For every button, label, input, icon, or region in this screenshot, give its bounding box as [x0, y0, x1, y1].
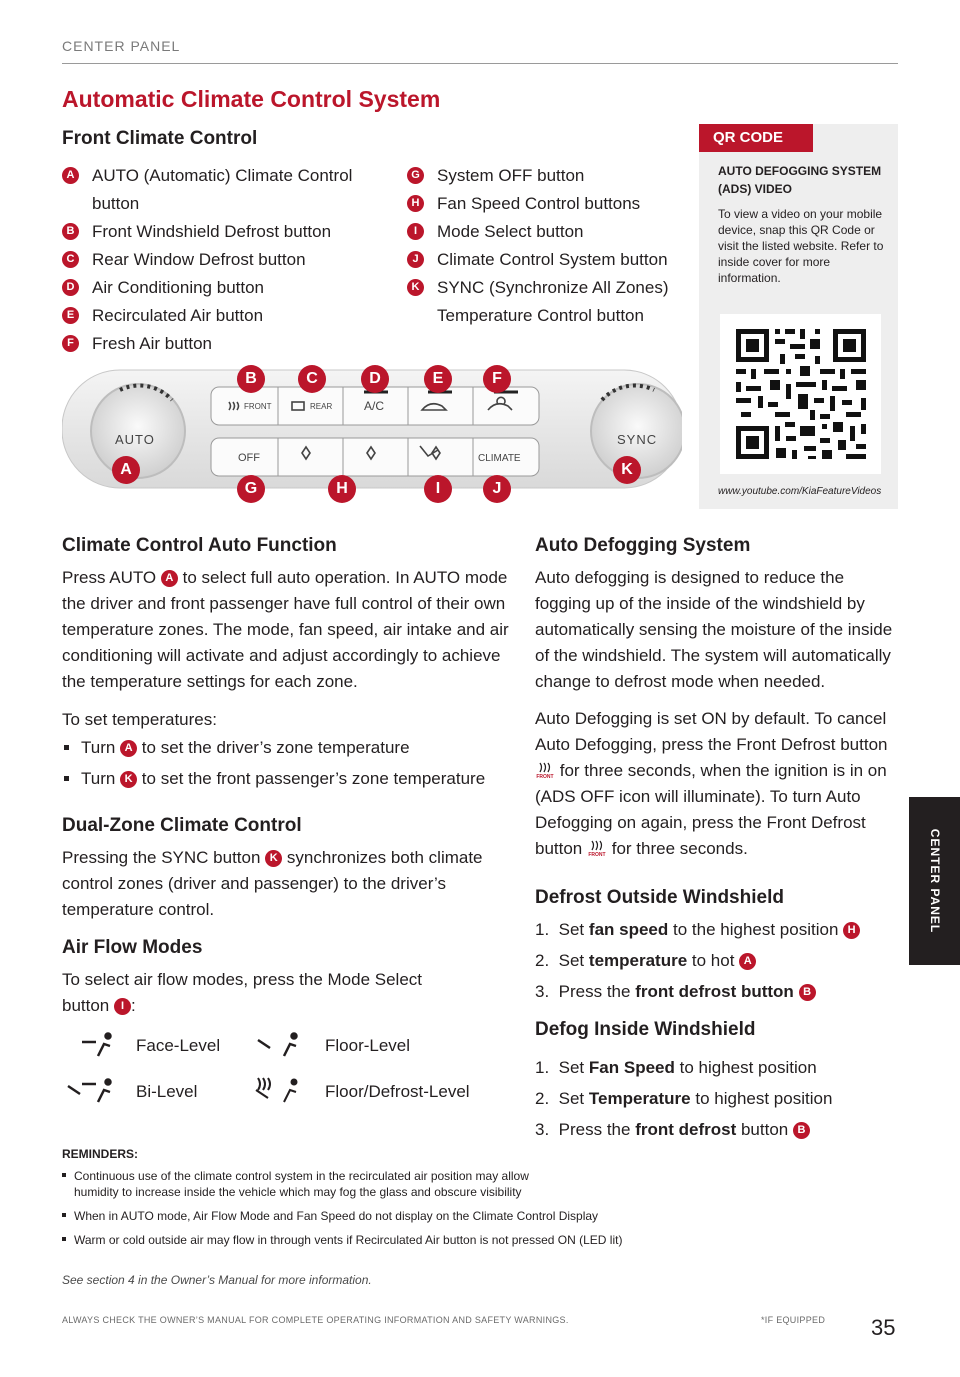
defog-inside-heading: Defog Inside Windshield	[535, 1019, 756, 1040]
callout-i: I	[424, 475, 452, 503]
text-run: To select air flow modes, press the Mode Select button	[62, 970, 422, 1015]
text-run: to select full auto operation. In AUTO mode the driver and front passenger have full control of their own temperature zones. The mode, fan speed, air intake and air conditioning will activate and adjust accordingly to achieve the temperature settings for each zone.	[62, 568, 509, 691]
text-run: Press the	[558, 982, 631, 1001]
list-item-text: Air Conditioning button	[92, 278, 265, 297]
callout-badge: B	[793, 1122, 810, 1139]
side-tab[interactable]	[909, 797, 960, 965]
text-run: Fan Speed	[588, 1058, 675, 1077]
text-run: Auto Defogging is set ON by default. To cancel Auto Defogging, press the Front Defrost button	[535, 709, 888, 754]
floor-level-icon	[256, 1030, 304, 1060]
callout-badge: K	[407, 279, 424, 296]
auto-knob-label[interactable]: AUTO	[115, 432, 155, 447]
callout-b: B	[237, 365, 265, 393]
callout-badge: H	[843, 922, 860, 939]
list-item: Warm or cold outside air may flow in through vents if Recirculated Air button is not pressed ON (LED lit)	[62, 1232, 742, 1248]
callout-badge: A	[739, 953, 756, 970]
list-item	[407, 190, 692, 218]
qr-code-icon	[720, 314, 881, 474]
callout-d: D	[361, 365, 389, 393]
text-run: to set the driver’s zone temperature	[141, 738, 410, 757]
list-item-text: Front Windshield Defrost button	[92, 222, 332, 241]
qr-description: To view a video on your mobile device, snap this QR Code or visit the listed website. Refer to inside cover for more information.	[718, 207, 884, 285]
list-item-text: SYNC (Synchronize All Zones) Temperature Control button	[437, 278, 669, 325]
page-title: Automatic Climate Control System	[62, 86, 441, 112]
qr-code-tag: QR CODE	[699, 124, 813, 152]
text-run: synchronizes both climate control zones (driver and passenger) to the driver’s temperature control.	[62, 848, 483, 919]
ads-paragraph-1: Auto defogging is designed to reduce the fogging up of the inside of the windshield by automatically sensing the moisture of the inside of the windshield. The system will automatically change to defrost mode when needed.	[535, 568, 893, 691]
text-run: Set	[558, 1058, 585, 1077]
front-left-list	[62, 162, 382, 358]
list-item	[62, 274, 382, 302]
list-item-text: Fresh Air button	[92, 334, 213, 353]
face-level-icon	[78, 1030, 118, 1060]
header-rule	[62, 63, 898, 64]
list-item: When in AUTO mode, Air Flow Mode and Fan Speed do not display on the Climate Control Display	[62, 1208, 742, 1224]
text-run: Set	[558, 920, 585, 939]
defog-step-3	[535, 1114, 810, 1145]
callout-badge: A	[161, 570, 178, 587]
callout-badge: H	[407, 195, 424, 212]
list-item	[407, 218, 692, 246]
callout-badge: A	[62, 167, 79, 184]
callout-badge: K	[265, 850, 282, 867]
rear-defrost-button[interactable]: REAR	[310, 402, 333, 411]
text-run: button	[740, 1120, 789, 1139]
defrost-step-3	[535, 976, 816, 1007]
callout-badge: I	[114, 998, 131, 1015]
defrost-step-1	[535, 914, 860, 945]
list-item-text: AUTO (Automatic) Climate Control button	[92, 166, 353, 213]
callout-f: F	[483, 365, 511, 393]
text-run: front defrost button	[635, 982, 794, 1001]
callout-badge: I	[407, 223, 424, 240]
floor-defrost-level-label: Floor/Defrost-Level	[325, 1082, 470, 1101]
reminders-list	[62, 1168, 742, 1256]
text-run: Set	[558, 1089, 585, 1108]
callout-e: E	[424, 365, 452, 393]
ads-paragraph-2	[535, 706, 900, 862]
text-run: front defrost	[635, 1120, 737, 1139]
list-item	[62, 162, 382, 218]
set-temperatures-list	[62, 732, 522, 794]
front-defrost-button[interactable]: FRONT	[244, 402, 272, 411]
list-item-text: Climate Control System button	[437, 250, 668, 269]
list-item-text: System OFF button	[437, 166, 585, 185]
text-run: Set	[558, 951, 585, 970]
face-level-label: Face-Level	[136, 1036, 221, 1055]
front-defrost-icon	[587, 840, 607, 859]
list-item	[62, 763, 522, 794]
step-number: 3.	[535, 1120, 550, 1139]
text-run: to hot	[691, 951, 735, 970]
front-right-list	[407, 162, 692, 330]
list-item-text: Mode Select button	[437, 222, 584, 241]
qr-code-card	[699, 124, 898, 509]
defog-step-1	[535, 1052, 817, 1083]
list-item	[407, 162, 692, 190]
off-button[interactable]: OFF	[238, 452, 260, 464]
ac-button[interactable]: A/C	[364, 399, 385, 413]
callout-badge: B	[62, 223, 79, 240]
qr-video-title: AUTO DEFOGGING SYSTEM (ADS) VIDEO	[718, 164, 882, 196]
list-item: Continuous use of the climate control system in the recirculated air position may allow humidity to increase inside the vehicle which may fog the glass and obscure visibility	[62, 1168, 542, 1200]
reminders-title: REMINDERS:	[62, 1147, 139, 1161]
list-item	[62, 732, 522, 763]
text-run: Turn	[81, 738, 116, 757]
defog-step-2	[535, 1083, 832, 1114]
qr-url[interactable]: www.youtube.com/KiaFeatureVideos	[718, 486, 882, 497]
bi-level-label: Bi-Level	[136, 1082, 198, 1101]
text-run: fan speed	[588, 920, 669, 939]
callout-badge: G	[407, 167, 424, 184]
callout-badge: B	[799, 984, 816, 1001]
list-item	[407, 274, 692, 330]
callout-badge: F	[62, 335, 79, 352]
text-run: Temperature	[588, 1089, 691, 1108]
text-run: to highest position	[679, 1058, 817, 1077]
page-number: 35	[871, 1315, 896, 1340]
callout-c: C	[298, 365, 326, 393]
see-more-note: See section 4 in the Owner’s Manual for more information.	[62, 1273, 372, 1287]
airflow-intro	[62, 967, 457, 1019]
step-number: 2.	[535, 1089, 550, 1108]
callout-k: K	[613, 456, 641, 484]
bi-level-icon	[66, 1076, 118, 1106]
callout-j: J	[483, 475, 511, 503]
callout-g: G	[237, 475, 265, 503]
defrost-outside-heading: Defrost Outside Windshield	[535, 887, 784, 908]
text-run: to highest position	[695, 1089, 833, 1108]
list-item	[62, 330, 382, 358]
footer-if-equipped: *IF EQUIPPED	[761, 1315, 826, 1325]
list-item-text: Rear Window Defrost button	[92, 250, 306, 269]
auto-function-heading: Climate Control Auto Function	[62, 535, 337, 556]
section-header: CENTER PANEL	[62, 38, 181, 54]
callout-a: A	[112, 456, 140, 484]
callout-badge: K	[120, 771, 137, 788]
callout-h: H	[328, 475, 356, 503]
icon-caption: FRONT	[536, 774, 554, 781]
airflow-heading: Air Flow Modes	[62, 937, 203, 958]
callout-badge: A	[120, 740, 137, 757]
text-run: :	[131, 996, 136, 1015]
defrost-step-2	[535, 945, 756, 976]
step-number: 3.	[535, 982, 550, 1001]
list-item	[62, 302, 382, 330]
front-climate-heading: Front Climate Control	[62, 128, 258, 149]
step-number: 1.	[535, 920, 550, 939]
auto-function-paragraph	[62, 565, 514, 695]
step-number: 1.	[535, 1058, 550, 1077]
text-run: to set the front passenger’s zone temperature	[141, 769, 486, 788]
text-run: for three seconds.	[611, 839, 748, 858]
set-temperatures-label: To set temperatures:	[62, 710, 217, 729]
icon-caption: FRONT	[588, 852, 606, 859]
text-run: Press the	[558, 1120, 631, 1139]
text-run: for three seconds, when the ignition is in on (ADS OFF icon will illuminate). To turn Auto Defogging on again, press the Front Defrost button	[535, 761, 887, 858]
callout-badge: E	[62, 307, 79, 324]
climate-button[interactable]: CLIMATE	[478, 453, 521, 464]
list-item	[62, 218, 382, 246]
list-item	[407, 246, 692, 274]
text-run: to the highest position	[673, 920, 839, 939]
text-run: Pressing the SYNC button	[62, 848, 261, 867]
sync-knob-label[interactable]: SYNC	[617, 432, 658, 447]
step-number: 2.	[535, 951, 550, 970]
dual-zone-heading: Dual-Zone Climate Control	[62, 815, 302, 836]
qr-code-image[interactable]	[720, 314, 881, 474]
list-item-text: Fan Speed Control buttons	[437, 194, 641, 213]
list-item-text: Recirculated Air button	[92, 306, 264, 325]
floor-defrost-level-icon	[254, 1074, 304, 1106]
side-tab-label: CENTER PANEL	[927, 828, 942, 934]
list-item	[62, 246, 382, 274]
climate-panel-diagram	[62, 360, 682, 496]
footer-warning: ALWAYS CHECK THE OWNER’S MANUAL FOR COMPLETE OPERATING INFORMATION AND SAFETY WARNINGS.	[62, 1315, 569, 1325]
text-run: Press AUTO	[62, 568, 157, 587]
callout-badge: J	[407, 251, 424, 268]
text-run: temperature	[588, 951, 688, 970]
floor-level-label: Floor-Level	[325, 1036, 411, 1055]
callout-badge: D	[62, 279, 79, 296]
front-defrost-icon	[535, 762, 555, 781]
dual-zone-paragraph	[62, 845, 512, 923]
ads-heading: Auto Defogging System	[535, 535, 751, 556]
text-run: Turn	[81, 769, 116, 788]
callout-badge: C	[62, 251, 79, 268]
